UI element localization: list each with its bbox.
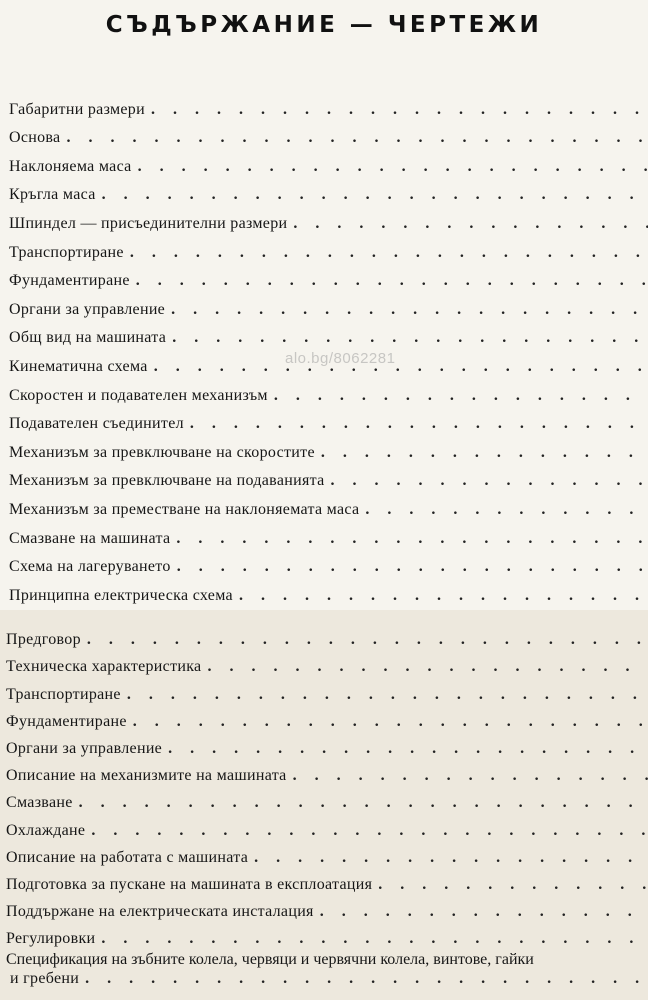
dot-leader [127, 685, 648, 705]
list-item-label-line1: Спецификация на зъбните колела, червяци и червячни колела, винтове, гайки [6, 951, 534, 969]
list-item [0, 406, 648, 435]
list-item-label: Органи за управление [9, 300, 166, 318]
list-item-label: Габаритни размери [9, 100, 145, 118]
list-item [0, 463, 648, 492]
list-item-label: Фундаментиране [9, 272, 130, 290]
list-item-label: Шпиндел — присъединителни размери [9, 214, 288, 232]
list-item-label: Фундаментиране [6, 712, 127, 730]
dot-leader [79, 793, 648, 813]
list-item [0, 263, 648, 292]
dot-leader [321, 443, 648, 463]
watermark-text: alo.bg/8062281 [285, 350, 396, 367]
list-item-label: Кръгла маса [9, 186, 96, 204]
dot-leader [172, 328, 648, 348]
list-item [0, 705, 648, 732]
list-item-spec [0, 949, 648, 989]
list-item-label: Скоростен и подавателен механизъм [9, 386, 268, 404]
list-item [0, 650, 648, 677]
dot-leader [378, 875, 648, 895]
list-item [0, 291, 648, 320]
list-item [0, 922, 648, 949]
list-item-label: Техническа характеристика [6, 658, 202, 676]
list-item [0, 205, 648, 234]
dot-leader [293, 766, 648, 786]
list-item-label: Транспортиране [6, 685, 121, 703]
list-item-label: Подавателен съединител [9, 415, 184, 433]
list-item [0, 148, 648, 177]
list-item-label: Механизъм за превключване на подаванията [9, 472, 325, 490]
list-item-label: Смазване на машината [9, 529, 171, 547]
dot-leader [365, 500, 648, 520]
dot-leader [91, 821, 648, 841]
dot-leader [85, 969, 648, 989]
dot-leader [133, 712, 648, 732]
list-item-label: Поддържане на електрическата инсталация [6, 903, 314, 921]
list-item-label: Подготовка за пускане на машината в експлоатация [6, 875, 373, 893]
list-item-label-line2: и гребени [10, 970, 80, 988]
dot-leader [254, 848, 648, 868]
list-item-label: Механизъм за преместване на наклоняемата маса [9, 500, 360, 518]
list-item [0, 841, 648, 868]
list-item-label: Предговор [6, 631, 81, 649]
dot-leader [274, 386, 648, 406]
dot-leader [207, 657, 648, 677]
dot-leader [168, 739, 648, 759]
list-item-label: Общ вид на машината [9, 329, 167, 347]
dot-leader [239, 586, 648, 606]
list-item-line2 [6, 969, 648, 989]
list-item [0, 759, 648, 786]
list-item-label: Основа [9, 129, 61, 147]
dot-leader [87, 630, 648, 650]
list-item [0, 434, 648, 463]
dot-leader [171, 300, 648, 320]
dot-leader [177, 557, 648, 577]
list-item [0, 813, 648, 840]
dot-leader [176, 529, 648, 549]
list-item [0, 491, 648, 520]
dot-leader [331, 471, 648, 491]
list-item [0, 623, 648, 650]
list-item-label: Механизъм за превключване на скоростите [9, 443, 315, 461]
contents-list [0, 623, 648, 989]
list-item [0, 577, 648, 606]
dot-leader [66, 128, 648, 148]
dot-leader [190, 414, 648, 434]
drawings-list [0, 91, 648, 606]
list-item [0, 895, 648, 922]
list-item [0, 120, 648, 149]
dot-leader [130, 243, 648, 263]
list-item [0, 377, 648, 406]
dot-leader [102, 185, 648, 205]
list-item [0, 732, 648, 759]
list-item [0, 520, 648, 549]
dot-leader [101, 929, 648, 949]
dot-leader [293, 214, 648, 234]
dot-leader [136, 271, 648, 291]
dot-leader [151, 100, 648, 120]
list-item [0, 677, 648, 704]
list-item [0, 91, 648, 120]
list-item-label: Схема на лагеруването [9, 558, 171, 576]
list-item-label: Описание на механизмите на машината [6, 767, 287, 785]
dot-leader [138, 157, 648, 177]
list-item-label: Наклоняема маса [9, 157, 132, 175]
list-item-label: Принципна електрическа схема [9, 586, 233, 604]
list-item-label: Регулировки [6, 930, 96, 948]
list-item-label: Охлаждане [6, 821, 86, 839]
list-item [0, 234, 648, 263]
list-item [0, 868, 648, 895]
list-item [0, 320, 648, 349]
list-item-label: Кинематична схема [9, 357, 148, 375]
list-item-label: Транспортиране [9, 243, 124, 261]
list-item [0, 348, 648, 377]
list-item [0, 786, 648, 813]
list-item [0, 177, 648, 206]
dot-leader [154, 357, 648, 377]
list-item [0, 549, 648, 578]
list-item-label: Смазване [6, 794, 73, 812]
page-title: СЪДЪРЖАНИЕ — ЧЕРТЕЖИ [105, 12, 543, 38]
dot-leader [320, 902, 648, 922]
list-item-label: Описание на работата с машината [6, 848, 249, 866]
list-item-label: Органи за управление [6, 739, 163, 757]
